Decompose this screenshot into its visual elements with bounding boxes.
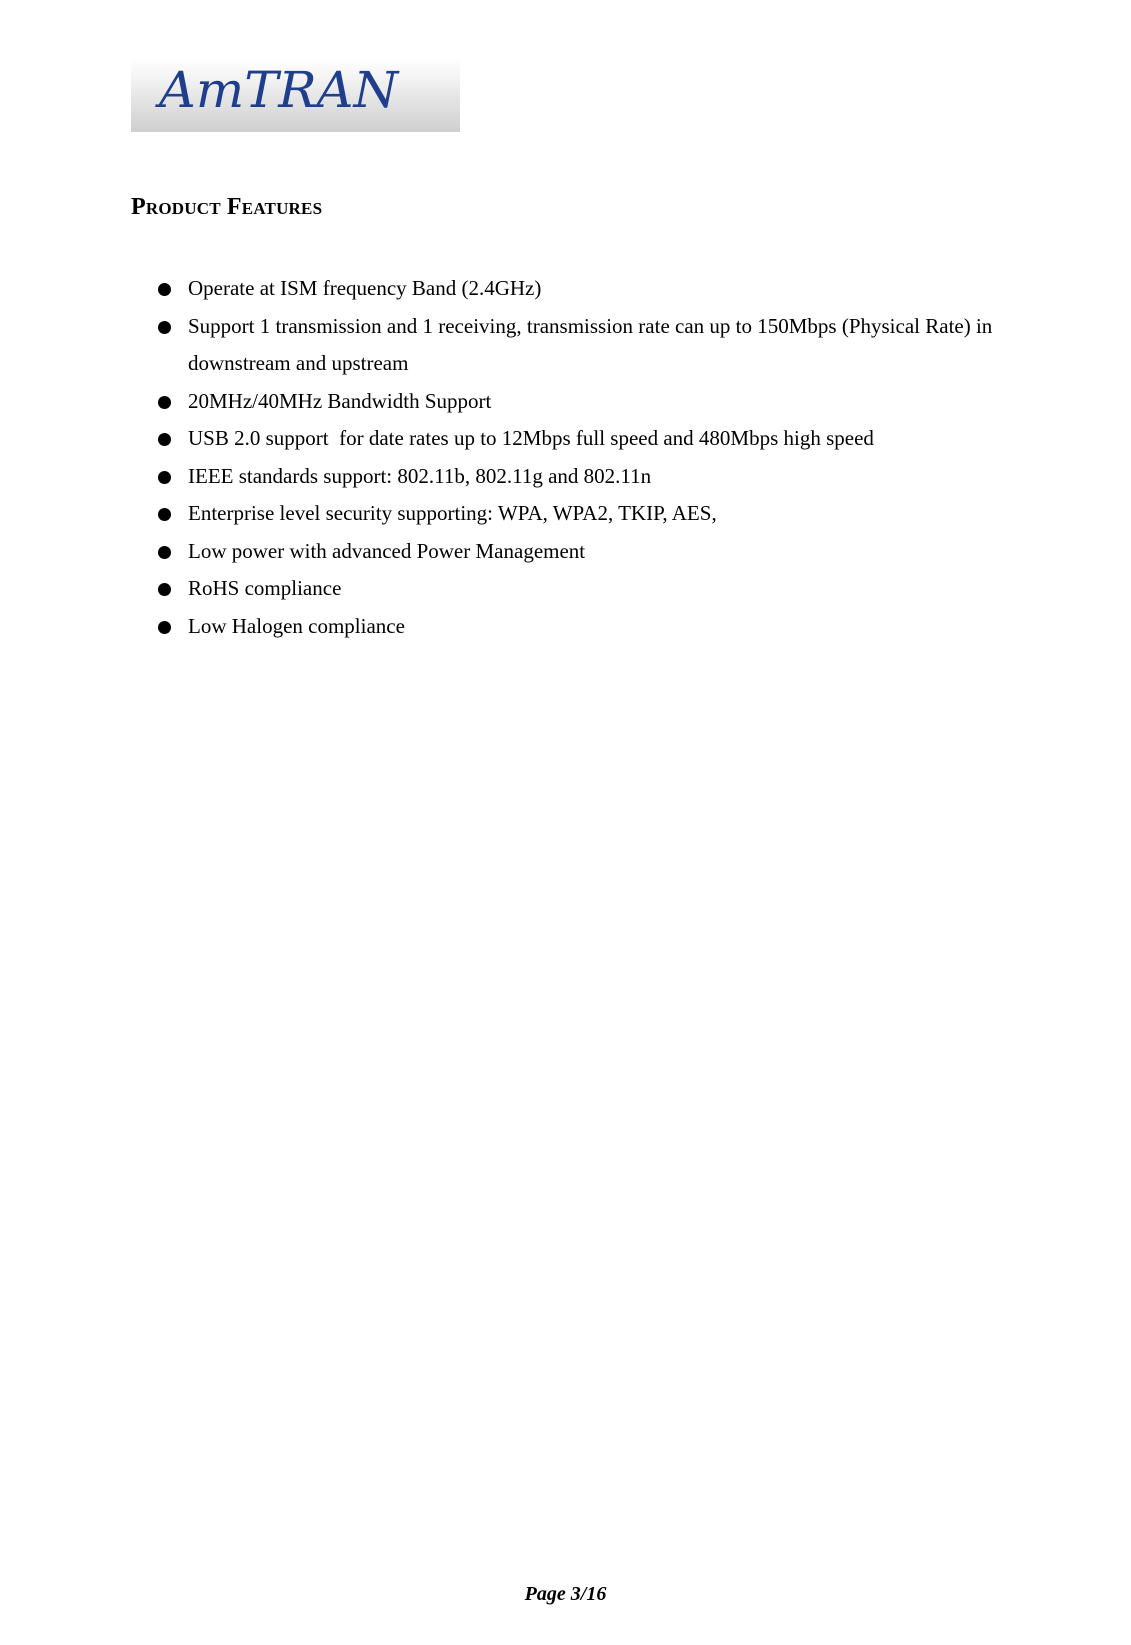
feature-text: RoHS compliance bbox=[188, 576, 342, 600]
feature-item bbox=[156, 495, 1016, 533]
bullet-icon bbox=[158, 508, 171, 521]
bullet-icon bbox=[158, 283, 171, 296]
feature-item bbox=[156, 383, 1016, 421]
section-title: Product Features bbox=[131, 194, 323, 220]
feature-item bbox=[156, 533, 1016, 571]
feature-item bbox=[156, 458, 1016, 496]
feature-text: Enterprise level security supporting: WPA, WPA2, TKIP, AES, bbox=[188, 501, 717, 525]
feature-item bbox=[156, 308, 1016, 383]
bullet-icon bbox=[158, 583, 171, 596]
feature-text: IEEE standards support: 802.11b, 802.11g and 802.11n bbox=[188, 463, 652, 488]
bullet-icon bbox=[158, 471, 171, 484]
feature-text: Support 1 transmission and 1 receiving, transmission rate can up to 150Mbps (Physical Rate) in downstream and upstream bbox=[188, 313, 993, 375]
feature-text: Low power with advanced Power Management bbox=[188, 538, 586, 563]
feature-text: Low Halogen compliance bbox=[188, 613, 405, 638]
page-number: Page 3/16 bbox=[524, 1583, 607, 1605]
feature-text: 20MHz/40MHz Bandwidth Support bbox=[188, 388, 492, 413]
bullet-icon bbox=[158, 433, 171, 446]
feature-item bbox=[156, 270, 1016, 308]
bullet-icon bbox=[158, 621, 171, 634]
logo-text: AmTRAN bbox=[159, 61, 399, 119]
bullet-icon bbox=[158, 321, 171, 334]
feature-list bbox=[156, 270, 1016, 645]
feature-item bbox=[156, 570, 1016, 608]
bullet-icon bbox=[158, 396, 171, 409]
feature-item bbox=[156, 420, 1016, 458]
feature-text: USB 2.0 support for date rates up to 12Mbps full speed and 480Mbps high speed bbox=[188, 426, 874, 450]
bullet-icon bbox=[158, 546, 171, 559]
feature-item bbox=[156, 608, 1016, 646]
company-logo bbox=[131, 59, 460, 132]
feature-text: Operate at ISM frequency Band (2.4GHz) bbox=[188, 276, 542, 300]
